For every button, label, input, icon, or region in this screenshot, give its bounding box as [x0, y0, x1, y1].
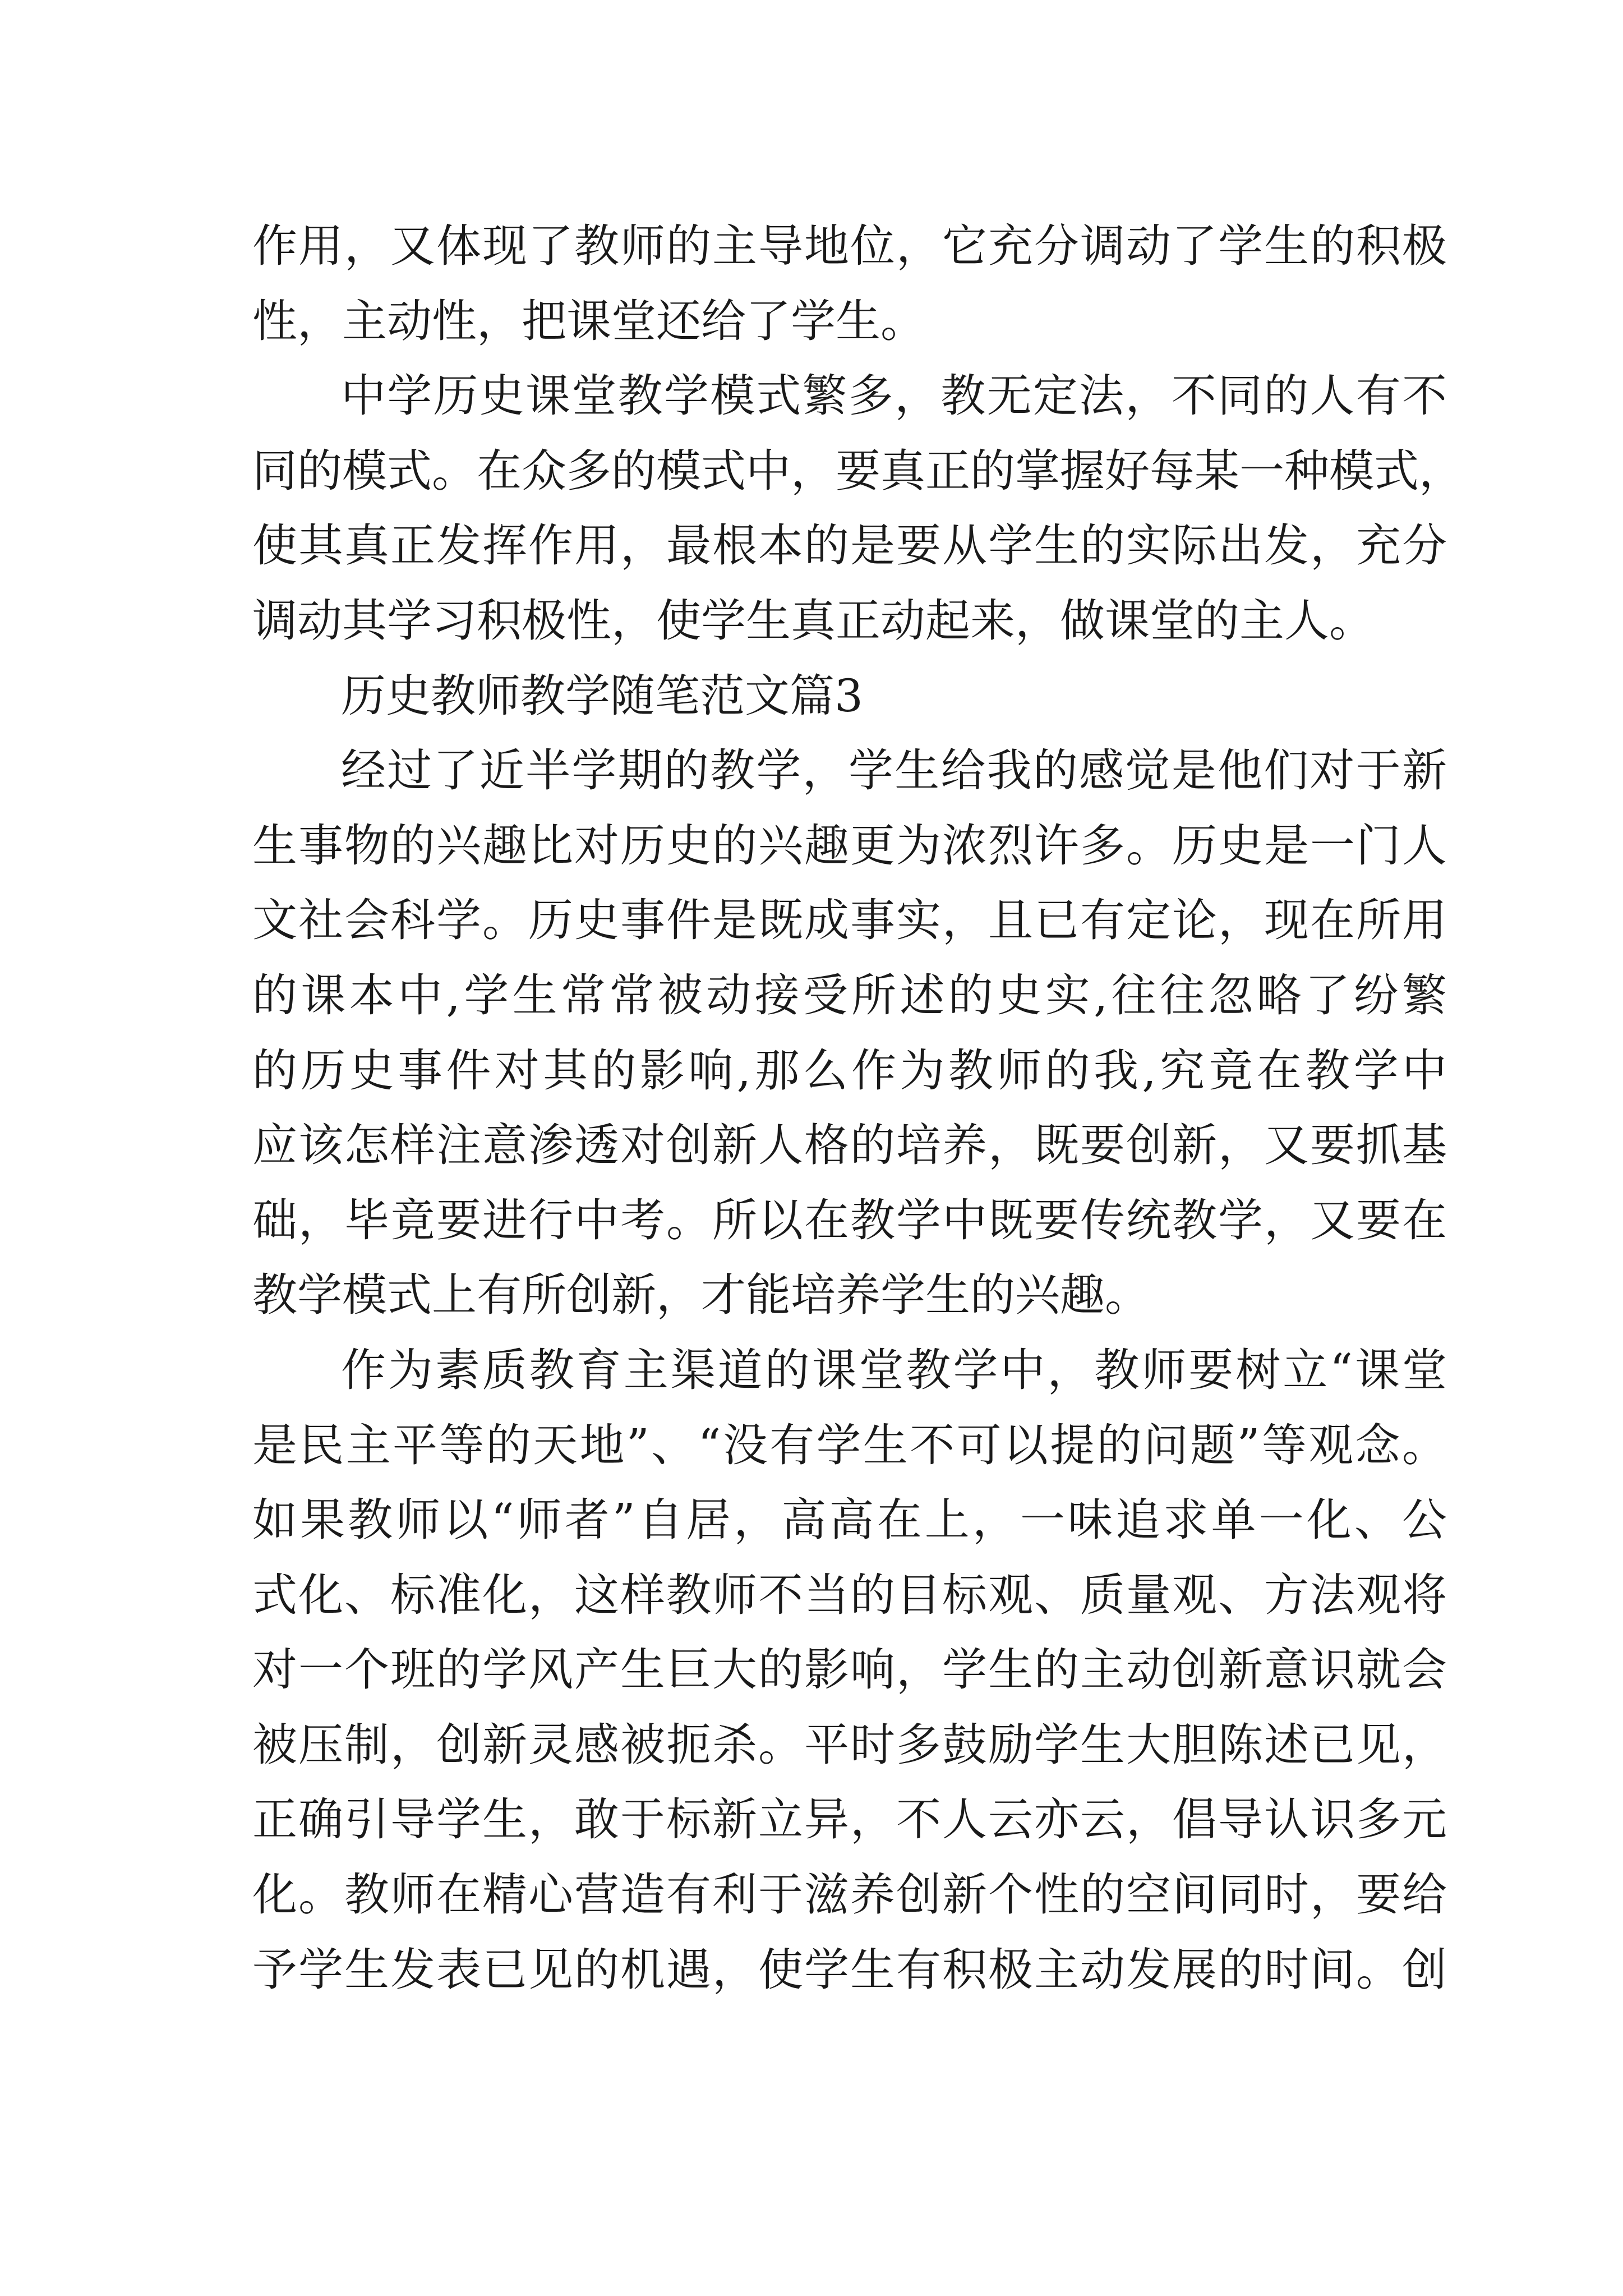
- section-heading: 历史教师教学随笔范文篇3: [341, 669, 863, 722]
- body-text: [252, 209, 1464, 2007]
- text-line: 正确引导学生，敢于标新立异，不人云亦云，倡导认识多元: [252, 1793, 1447, 1846]
- text-line: 予学生发表已见的机遇，使学生有积极主动发展的时间。创: [252, 1943, 1447, 1996]
- text-line: 础，毕竟要进行中考。所以在教学中既要传统教学，又要在: [252, 1194, 1447, 1246]
- text-line: 化。教师在精心营造有利于滋养创新个性的空间同时，要给: [252, 1869, 1447, 1921]
- text-line: 的历史事件对其的影响,那么作为教师的我,究竟在教学中: [252, 1044, 1447, 1097]
- text-line: 应该怎样注意渗透对创新人格的培养，既要创新，又要抓基: [252, 1119, 1447, 1172]
- text-line: 式化、标准化，这样教师不当的目标观、质量观、方法观将: [252, 1568, 1447, 1621]
- text-line: 生事物的兴趣比对历史的兴趣更为浓烈许多。历史是一门人: [252, 819, 1447, 872]
- text-line: 如果教师以“师者”自居，高高在上，一味追求单一化、公: [252, 1494, 1447, 1547]
- text-line: 对一个班的学风产生巨大的影响，学生的主动创新意识就会: [252, 1644, 1447, 1696]
- text-line: 经过了近半学期的教学，学生给我的感觉是他们对于新: [341, 744, 1447, 797]
- text-line: 是民主平等的天地”、“没有学生不可以提的问题”等观念。: [252, 1419, 1447, 1471]
- text-line: 教学模式上有所创新，才能培养学生的兴趣。: [252, 1269, 1150, 1322]
- text-line: 性，主动性，把课堂还给了学生。: [252, 295, 925, 347]
- text-line: 作为素质教育主渠道的课堂教学中，教师要树立“课堂: [341, 1343, 1447, 1396]
- text-line: 同的模式。在众多的模式中，要真正的掌握好每某一种模式，: [252, 444, 1464, 497]
- text-line: 文社会科学。历史事件是既成事实，且已有定论，现在所用: [252, 894, 1447, 947]
- text-line: 作用，又体现了教师的主导地位，它充分调动了学生的积极: [252, 220, 1447, 272]
- text-line: 的课本中,学生常常被动接受所述的史实,往往忽略了纷繁: [252, 969, 1447, 1022]
- text-line: 被压制，创新灵感被扼杀。平时多鼓励学生大胆陈述已见，: [252, 1718, 1447, 1771]
- text-line: 使其真正发挥作用，最根本的是要从学生的实际出发，充分: [252, 519, 1447, 572]
- text-line: 调动其学习积极性，使学生真正动起来，做课堂的主人。: [252, 594, 1374, 647]
- text-line: 中学历史课堂教学模式繁多，教无定法，不同的人有不: [341, 370, 1447, 422]
